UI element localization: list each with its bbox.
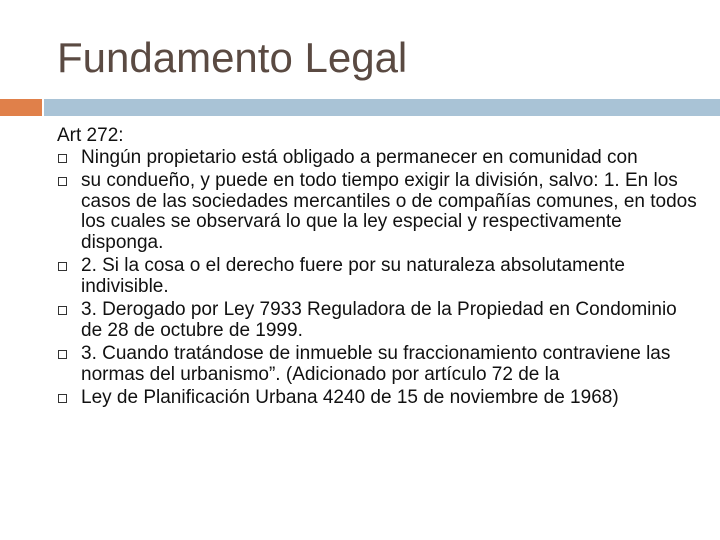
slide-body bbox=[57, 126, 697, 412]
bullet-item bbox=[57, 171, 697, 253]
bullet-text: 3. Cuando tratándose de inmueble su fraccionamiento contraviene las normas del urbanismo”. (Adicionado por artículo 72 de la bbox=[81, 343, 671, 385]
square-bullet-icon bbox=[58, 262, 67, 271]
bullet-item bbox=[57, 344, 697, 385]
bullet-item bbox=[57, 256, 697, 297]
square-bullet-icon bbox=[58, 154, 67, 163]
bullet-text: Ningún propietario está obligado a permanecer en comunidad con bbox=[81, 146, 638, 168]
article-heading: Art 272: bbox=[57, 125, 124, 146]
bullet-text: 3. Derogado por Ley 7933 Reguladora de la Propiedad en Condominio de 28 de octubre de 1999. bbox=[81, 299, 677, 341]
title-underline-band bbox=[44, 99, 720, 116]
bullet-item bbox=[57, 300, 697, 341]
bullet-list bbox=[57, 148, 697, 409]
square-bullet-icon bbox=[58, 177, 67, 186]
bullet-text: 2. Si la cosa o el derecho fuere por su naturaleza absolutamente indivisible. bbox=[81, 255, 625, 297]
bullet-item bbox=[57, 148, 697, 169]
accent-band bbox=[0, 99, 42, 116]
slide-title: Fundamento Legal bbox=[57, 34, 408, 81]
square-bullet-icon bbox=[58, 306, 67, 315]
square-bullet-icon bbox=[58, 394, 67, 403]
bullet-text: Ley de Planificación Urbana 4240 de 15 de noviembre de 1968) bbox=[81, 387, 619, 408]
square-bullet-icon bbox=[58, 350, 67, 359]
bullet-item bbox=[57, 388, 697, 409]
bullet-text: su condueño, y puede en todo tiempo exigir la división, salvo: 1. En los casos de las sociedades mercantiles o de compañías comunes, en todos los cuales se observará lo que la ley especial y respectivamente disponga. bbox=[81, 170, 697, 253]
